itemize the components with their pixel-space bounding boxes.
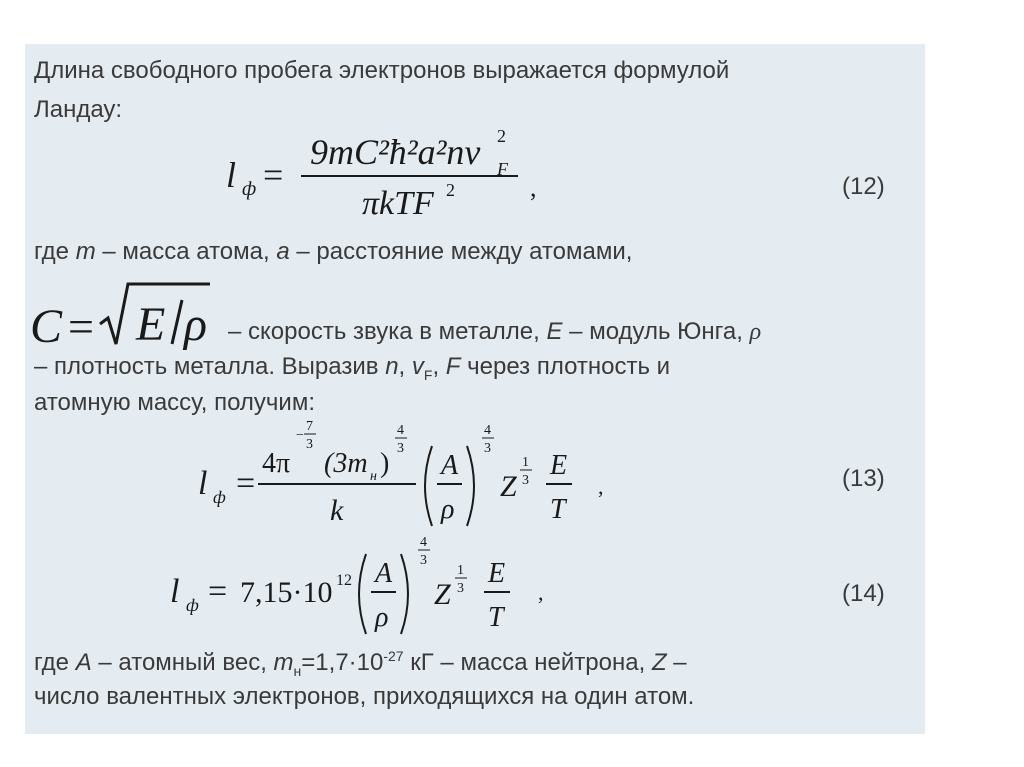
eq13-frac-rho: ρ	[441, 494, 455, 525]
speed-C: C	[30, 300, 63, 353]
eq14-frac-rho: ρ	[375, 602, 389, 633]
eq14-Z-exp-den: 3	[457, 581, 464, 596]
eq13-denominator: k	[330, 494, 344, 527]
eq14-number: (14)	[842, 580, 885, 607]
eq13-frac-exp-num: 4	[484, 423, 491, 438]
text-line-6: атомную массу, получим:	[34, 389, 315, 416]
eq13-paren-content: (3m	[324, 448, 368, 479]
eq13-paren-exp-den: 3	[397, 441, 404, 456]
eq14-Z: Z	[434, 578, 451, 611]
eq14-E: E	[488, 558, 506, 589]
text-line-8: число валентных электронов, приходящихся на один атом.	[34, 683, 695, 710]
eq12-lhs: l	[226, 155, 237, 195]
text-line-1: Длина свободного пробега электронов выражается формулой	[34, 57, 730, 84]
eq13-number: (13)	[842, 465, 885, 492]
eq13-paren-sub: н	[370, 469, 377, 484]
eq13-T: T	[550, 494, 566, 525]
eq13-Z-exp-num: 1	[522, 455, 529, 470]
eq12-comma: ,	[530, 173, 537, 202]
eq13-numerator-4pi: 4π	[262, 448, 291, 479]
eq13-Z: Z	[500, 470, 517, 503]
eq13-comma: ,	[598, 474, 604, 499]
eq14-right-paren	[401, 554, 408, 634]
eq12-denominator-sup: 2	[446, 180, 455, 200]
eq14-frac-exp-num: 4	[420, 535, 427, 550]
eq12-number: (12)	[842, 173, 885, 200]
eq13-lhs-sub: ф	[213, 487, 226, 507]
eq13-paren-exp-num: 4	[397, 423, 404, 438]
eq14-coef-exp: 12	[336, 572, 352, 589]
text-line-3: где m – масса атома, a – расстояние между атомами,	[34, 238, 633, 265]
eq13-equals: =	[236, 465, 256, 502]
eq13-paren-close: )	[380, 448, 390, 479]
eq12-equals: =	[263, 155, 284, 195]
eq14-equals: =	[208, 573, 228, 610]
eq14-Z-exp-num: 1	[457, 563, 464, 578]
eq12-numerator-sub: F	[497, 159, 508, 179]
eq12-denominator: πkTF	[362, 185, 434, 222]
eq13-pi-exp-sign: −	[296, 428, 304, 443]
text-line-5: – плотность металла. Выразив n, $v_F$, F через плотность и	[34, 353, 671, 383]
eq14-left-paren	[359, 554, 366, 634]
speed-rho: ρ	[184, 298, 208, 351]
eq14-lhs-sub: ф	[186, 595, 199, 615]
speed-E: E	[136, 298, 166, 351]
eq13-frac-exp-den: 3	[484, 441, 491, 456]
text-line-4: – скорость звука в металле, E – модуль Юнга, ρ	[228, 318, 762, 345]
eq14-comma: ,	[538, 580, 544, 605]
eq14-frac-A: A	[375, 558, 393, 589]
eq13-frac-A: A	[441, 450, 459, 481]
eq13-E: E	[550, 450, 568, 481]
text-line-7: где A – атомный вес, $m_н=1,7\cdot 10^{-27}$ кГ – масса нейтрона, Z –	[34, 648, 687, 679]
eq14-lhs: l	[170, 573, 180, 610]
eq14-frac-exp-den: 3	[420, 553, 427, 568]
eq12-numerator: 9mC²ħ²a²nv	[310, 132, 481, 172]
eq13-pi-exp-den: 3	[306, 437, 313, 452]
text-line-2: Ландау:	[34, 96, 123, 123]
eq13-pi-exp-num: 7	[306, 419, 313, 434]
speed-equals: =	[68, 301, 94, 352]
eq12-lhs-sub: ф	[242, 178, 257, 200]
eq14-coef: 7,15·10	[240, 576, 333, 609]
eq13-lhs: l	[198, 465, 208, 502]
eq13-Z-exp-den: 3	[522, 473, 529, 488]
eq14-T: T	[488, 602, 504, 633]
eq12-numerator-sup: 2	[497, 126, 506, 146]
